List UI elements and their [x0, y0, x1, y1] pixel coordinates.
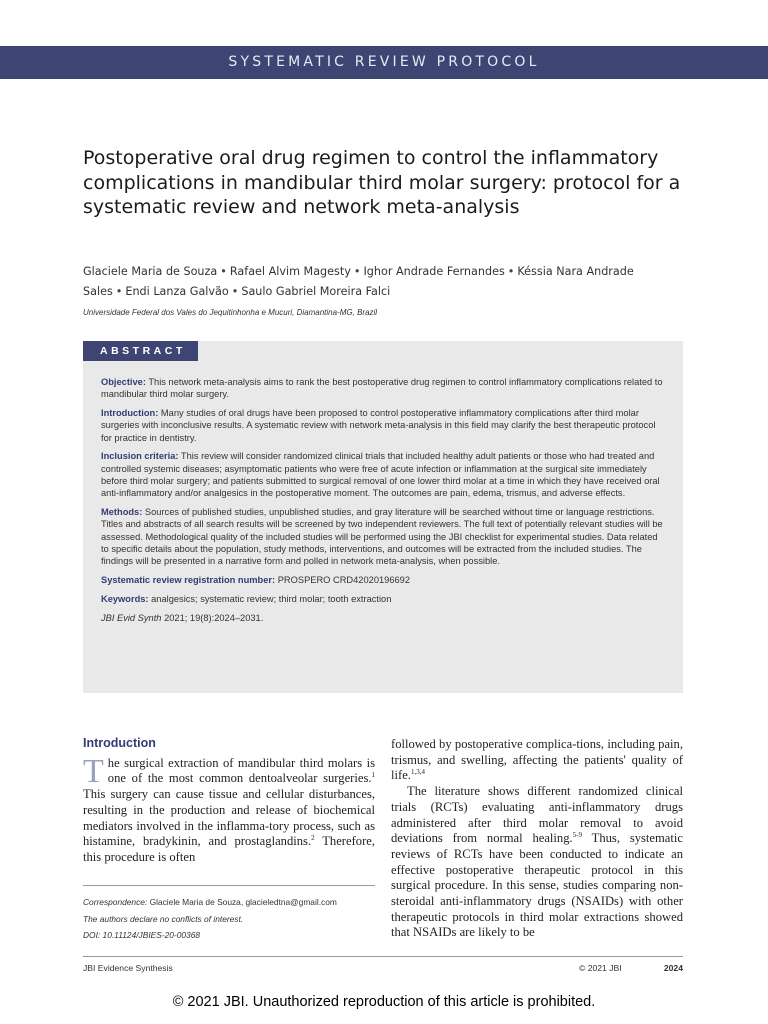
abstract-citation [101, 612, 667, 624]
footer-journal: JBI Evidence Synthesis [83, 963, 173, 973]
conflict-note: The authors declare no conflicts of interest. [83, 913, 244, 924]
author-separator: • [507, 265, 515, 278]
methods-label: Methods: [101, 507, 143, 518]
abstract-box [83, 341, 683, 693]
citation-ref: 2 [311, 834, 315, 843]
abstract-body [101, 376, 667, 631]
abstract-inclusion [101, 450, 667, 499]
citation-journal: JBI Evid Synth [101, 612, 162, 623]
article-title: Postoperative oral drug regimen to control the inflammatory complications in mandibular third molar surgery: protocol for a systematic review and network meta-analysis [83, 147, 681, 218]
intro-text: followed by postoperative complica-tions, including pain, trismus, and swelling, affecting the patients' quality of life. [391, 737, 683, 783]
intro-paragraph-1 [83, 752, 375, 866]
body-column-left [83, 736, 375, 866]
correspondence-text: Glaciele Maria de Souza, glacieledtna@gmail.com [149, 897, 337, 907]
author-separator: • [231, 285, 239, 298]
intro-text: Therefore, this procedure is often [83, 834, 375, 864]
keywords-text: analgesics; systematic review; third molar; tooth extraction [151, 593, 392, 604]
keywords-label: Keywords: [101, 593, 149, 604]
abstract-objective [101, 376, 667, 401]
registration-label: Systematic review registration number: [101, 575, 276, 586]
intro-text: he surgical extraction of mandibular third molars is one of the most common dentoalveolar surgeries. [107, 755, 375, 786]
abstract-heading: ABSTRACT [83, 341, 198, 361]
section-heading-introduction: Introduction [83, 736, 156, 750]
author-list [83, 262, 683, 302]
objective-label: Objective: [101, 377, 146, 387]
citation-details: 2021; 19(8):2024–2031. [164, 612, 264, 623]
author-name: Glaciele Maria de Souza [83, 265, 218, 278]
author-name: Saulo Gabriel Moreira Falci [241, 285, 391, 298]
inclusion-text: This review will consider randomized clinical trials that included healthy adult patients or those who had treated and controlled systemic diseases; asymptomatic patients who were free of acute infection or inflammation at the surgical site immediately before third molar surgery; and patients submitted to surgical removal of one lower third molar at a time in which they have received oral anti-inflammatory and/or analgesics in the postoperative moment. The outcomes are pain, edema, trismus, and adverse effects. [101, 451, 660, 499]
section-banner: SYSTEMATIC REVIEW PROTOCOL [0, 46, 768, 79]
inclusion-label: Inclusion criteria: [101, 451, 179, 462]
copyright-notice: © 2021 JBI. Unauthorized reproduction of this article is prohibited. [172, 994, 596, 1010]
author-separator: • [353, 265, 361, 278]
author-separator: • [115, 285, 123, 298]
abstract-keywords [101, 593, 667, 605]
abstract-registration [101, 574, 667, 586]
introduction-text: Many studies of oral drugs have been proposed to control postoperative inflammatory complications after third molar surgeries with inconclusive results. A systematic review with network meta-analysis in this field may clarify the best therapeutic protocol for practice in dentistry. [101, 408, 656, 443]
correspondence-note [83, 894, 375, 911]
footer-divider [83, 956, 683, 957]
author-name: Rafael Alvim Magesty [229, 265, 351, 278]
correspondence-label: Correspondence: [83, 897, 148, 907]
author-name: Ighor Andrade Fernandes [363, 265, 505, 278]
citation-ref: 1,3,4 [410, 768, 425, 777]
affiliation: Universidade Federal dos Vales do Jequitinhonha e Mucuri, Diamantina-MG, Brazil [83, 308, 378, 317]
footnotes [83, 894, 375, 944]
citation-ref: 5-9 [572, 831, 583, 840]
intro-text: Thus, systematic reviews of RCTs have been conducted to indicate an effective postoperative therapeutic protocol in this surgical procedure. In this sense, studies comparing non-steroidal anti-inflammatory drugs (NSAIDs) with other therapeutic protocols in third molar extractions showed that NSAIDs are likely to be [391, 831, 683, 940]
methods-text: Sources of published studies, unpublished studies, and gray literature will be searched without time or language restrictions. Titles and abstracts of all search results will be screened by two independent reviewers. The full text of potentially relevant studies will be assessed. Methodological quality of the included studies will be performed using the JBI checklist for experimental studies. Data related to specific details about the population, study methods, interventions, and outcomes will be extracted from the included studies. The findings will be presented in a narrative form and polled in network meta-analysis, when possible. [101, 507, 663, 567]
objective-text: This network meta-analysis aims to rank the best postoperative drug regimen to control inflammatory complications related to mandibular third molar surgery. [101, 377, 663, 400]
author-name: Késsia Nara Andrade Sales [83, 265, 634, 298]
author-name: Endi Lanza Galvão [125, 285, 229, 298]
citation-ref: 1 [371, 771, 375, 780]
page-number: 2024 [663, 963, 683, 973]
abstract-methods [101, 506, 667, 567]
body-column-right [391, 737, 683, 941]
intro-paragraph-1-continued [391, 737, 683, 784]
intro-text: The literature shows different randomized clinical trials (RCTs) evaluating anti-inflammatory drugs administered after third molar removal to avoid deviations from normal healing. [391, 784, 683, 846]
intro-paragraph-2 [391, 784, 683, 941]
footnote-divider [83, 885, 375, 886]
doi-note: DOI: 10.11124/JBIES-20-00368 [83, 930, 201, 940]
registration-text: PROSPERO CRD42020196692 [277, 575, 411, 586]
intro-text: This surgery can cause tissue and cellular disturbances, resulting in the production and release of biochemical mediators involved in the inflamma-tory process, such as histamine, bradykinin, and prostaglandins. [83, 787, 375, 849]
drop-cap: T [83, 752, 104, 790]
abstract-introduction [101, 407, 667, 444]
footer-right [579, 963, 683, 973]
introduction-label: Introduction: [101, 408, 159, 419]
author-separator: • [220, 265, 227, 278]
footer-copyright: © 2021 JBI [579, 963, 622, 973]
